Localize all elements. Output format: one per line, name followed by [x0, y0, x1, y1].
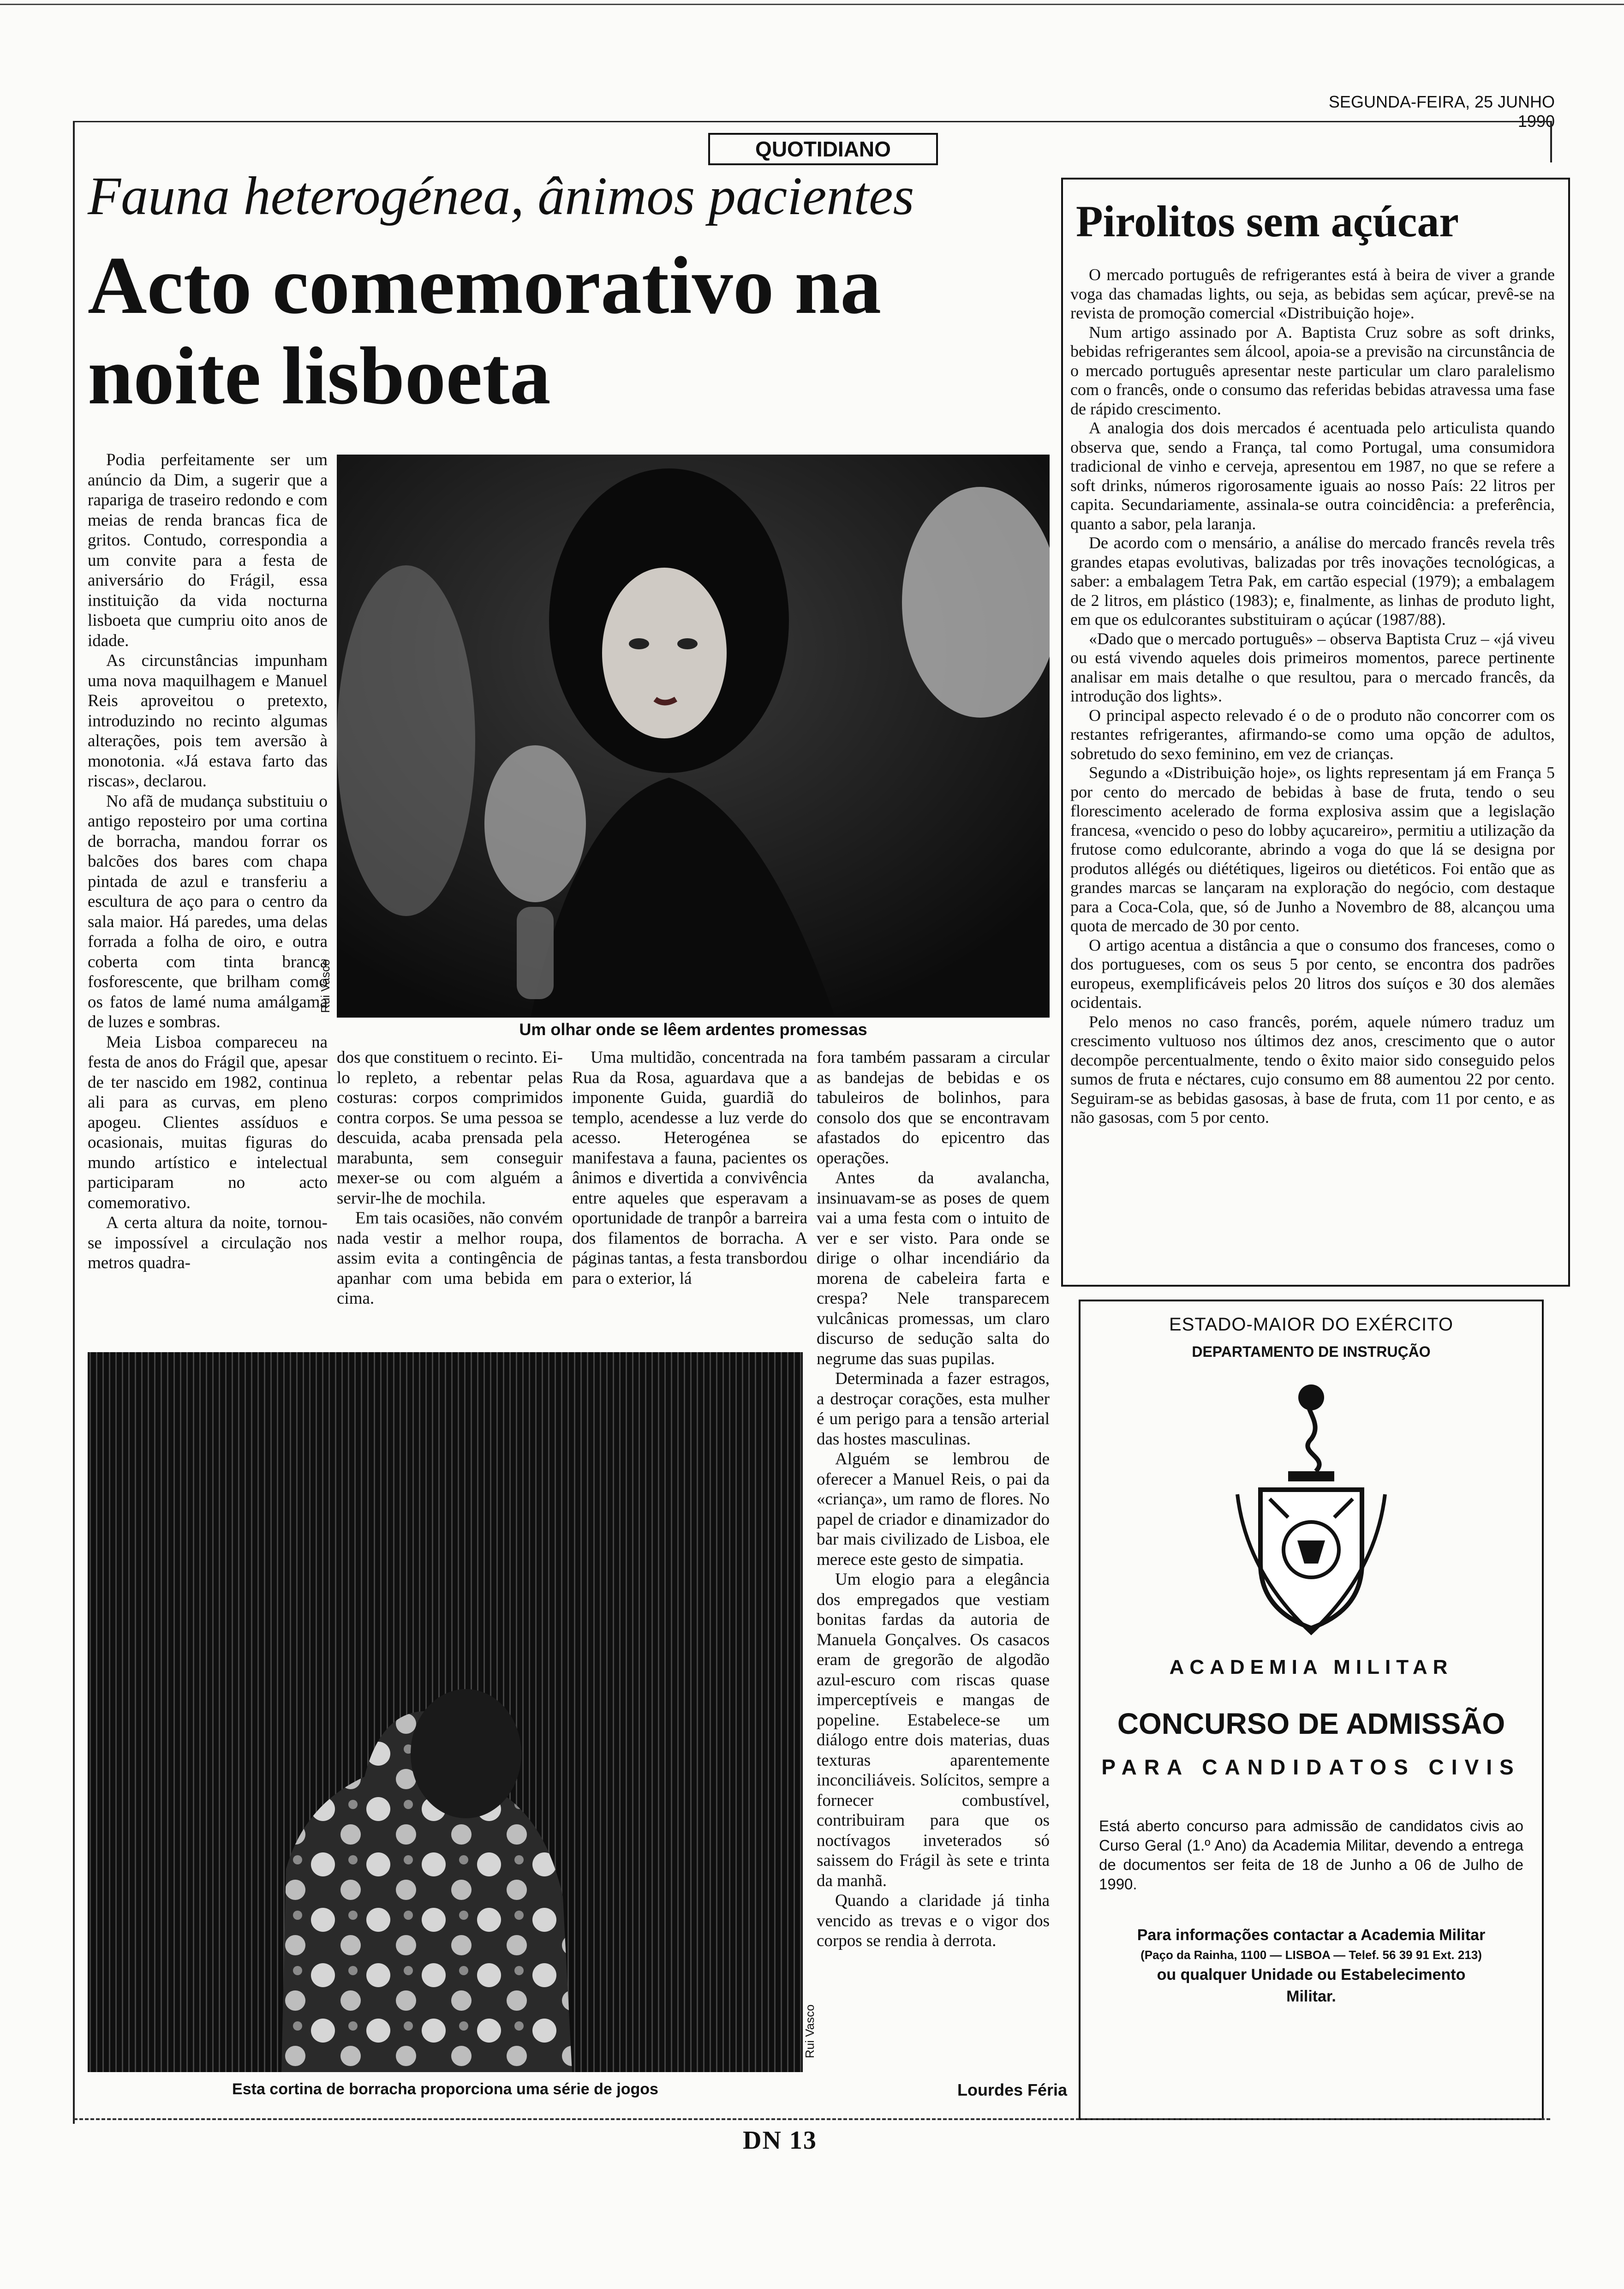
section-label: QUOTIDIANO	[708, 133, 938, 165]
paragraph: Antes da avalancha, insinuavam-se as poses de quem vai a uma festa com o intuito de ver e ser visto. Para onde se dirige o olhar incendiário da morena de cabeleira farta e crespa? Nele transparecem vulcânicas promessas, um claro discurso de sedução salta do negrume das suas pupilas.	[817, 1168, 1050, 1368]
article-headline: Acto comemorativo na noite lisboeta	[88, 240, 882, 421]
paragraph: As circunstâncias impunham uma nova maquilhagem e Manuel Reis aproveitou o pretexto, introduzindo no recinto algumas alterações, pois tem aversão à monotonia. «Já estava farto das riscas», declarou.	[88, 651, 328, 791]
paragraph: Determinada a fazer estragos, a destroçar corações, esta mulher é um perigo para a tensão arterial das hostes masculinas.	[817, 1369, 1050, 1449]
paragraph: No afã de mudança substituiu o antigo reposteiro por uma cortina de borracha, mandou forrar os balcões dos bares com chapa pintada de azul e transferiu a escultura de aço para o centro da sala maior. Há paredes, uma delas forrada a folha de oiro, e outra coberta com tinta branca fosforescente, que brilham como os fatos de lamé numa amálgama de luzes e sombras.	[88, 791, 328, 1031]
article-column-2	[337, 1048, 563, 1309]
paragraph: «Dado que o mercado português» – observa Baptista Cruz – «já viveu ou está vivendo aqueles dois primeiros momentos, parece pertinente analisar em mais detalhe o que resultou, para o mercado francês, da introdução dos lights».	[1070, 629, 1555, 705]
ad-contact-line-1: Para informações contactar a Academia Militar	[1137, 1926, 1486, 1944]
photo-rubber-curtain-image	[88, 1352, 803, 2072]
article-kicker: Fauna heterogénea, ânimos pacientes	[88, 166, 914, 226]
left-frame-rule	[73, 121, 75, 2124]
paragraph: Podia perfeitamente ser um anúncio da Dim, a sugerir que a rapariga de traseiro redondo e com meias de renda brancas fica de gritos. Contudo, correspondia a um convite para a festa de aniversário do Frágil, essa instituição da vida nocturna lisboeta que cumpriu oito anos de idade.	[88, 450, 328, 650]
paragraph: De acordo com o mensário, a análise do mercado francês revela três grandes etapas evolutivas, balizadas por três inovações tecnológicas, a saber: a embalagem Tetra Pak, em cartão especial (1979); a embalagem de 2 litros, em plástico (1983); e, finalmente, as linhas de produto light, em que os edulcorantes substituiram o açúcar (1987/88).	[1070, 533, 1555, 629]
paragraph: Um elogio para a elegância dos empregados que vestiam bonitas fardas da autoria de Manuela Gonçalves. Os casacos eram de gregorão de algodão azul-escuro com riscas quase imperceptíveis e mangas de popeline. Estabelece-se um diálogo entre dois materias, duas texturas aparentemente inconciliáveis. Solícitos, sempre a fornecer combustível, contribuiram para que os noctívagos inveterados só saissem do Frágil às sete e trinta da manhã.	[817, 1570, 1050, 1890]
photo-credit: Rui Vasco	[318, 959, 332, 1013]
right-frame-rule	[1550, 121, 1552, 162]
article-column-1	[88, 450, 328, 1273]
coat-of-arms-icon	[1219, 1379, 1403, 1637]
ad-contact-line-4: Militar.	[1286, 1988, 1336, 2005]
paragraph: Alguém se lembrou de oferecer a Manuel Reis, o pai da «criança», um ramo de flores. No papel de criador e dinamizador do bar mais civilizado de Lisboa, ele merece este gesto de simpatia.	[817, 1450, 1050, 1569]
paragraph: Segundo a «Distribuição hoje», os lights representam já em França 5 por cento do mercado de bebidas à base de fruta, tendo o seu florescimento acelerado de forma explosiva assim que a legislação francesa, «vencido o peso do lobby açucareiro», permitiu a utilização da frutose como edulcorante, abrindo a voga do que lá se designa por produtos allégés ou diététiques, ligeiros ou dietéticos. Foi então que as grandes marcas se lançaram na exploração do negócio, com destaque para a Coca-Cola, que, só de Junho a Novembro de 88, alcançou uma quota de mercado de 30 por cento.	[1070, 763, 1555, 935]
article-byline: Lourdes Féria	[957, 2080, 1068, 2099]
paragraph: dos que constituem o recinto. Ei-lo repleto, a rebentar pelas costuras: corpos comprimidos contra corpos. Se uma pessoa se descuida, acaba prensada pela marabunta, sem conseguir mexer-se ou com alguém a servir-lhe de mochila.	[337, 1048, 563, 1208]
top-edge-rule	[0, 4, 1624, 5]
ad-contact-line-3: ou qualquer Unidade ou Estabelecimento	[1157, 1966, 1466, 1983]
paragraph: O mercado português de refrigerantes está à beira de viver a grande voga das chamadas lights, ou seja, as bebidas sem açúcar, prevê-se na revista de promoção comercial «Distribuição hoje».	[1070, 265, 1555, 322]
paragraph: Meia Lisboa compareceu na festa de anos do Frágil que, apesar de ter nascido em 1982, continua ali para as curvas, em pleno apogeu. Clientes assíduos e ocasionais, muitas figuras do mundo artístico e intelectual participaram no acto comemorativo.	[88, 1032, 328, 1212]
photo-caption: Esta cortina de borracha proporciona uma série de jogos	[232, 2080, 658, 2098]
header-rule	[74, 121, 1550, 122]
paragraph: Uma multidão, concentrada na Rua da Rosa, aguardava que a imponente Guida, guardiã do templo, acendesse a luz verde do acesso. Heterogénea se manifestava a fauna, pacientes os ânimos e divertida a convivência entre aqueles que esperavam a oportunidade de tranpôr a barreira dos filamentos de borracha. A páginas tantas, a festa transbordou para o exterior, lá	[572, 1048, 807, 1288]
paragraph: Num artigo assinado por A. Baptista Cruz sobre as soft drinks, bebidas refrigerantes sem álcool, apoia-se a previsão na circunstância de o mercado português apresentar neste particular um claro paralelismo com o francês, onde o consumo das referidas bebidas atravessa uma fase de rápido crescimento.	[1070, 323, 1555, 418]
paragraph: Em tais ocasiões, não convém nada vestir a melhor roupa, assim evita a contingência de apanhar com uma bebida em cima.	[337, 1209, 563, 1308]
paragraph: Pelo menos no caso francês, porém, aquele número traduz um crescimento vultuoso nos últimos dez anos, crescimento que o autor decompõe percentualmente, tendo o êxito maior sido conseguido pelos sumos de fruta e néctares, cujo consumo em 88 aumentou 22 por cento. Seguiram-se as bebidas gasosas, à base de fruta, com 11 por cento, e as não gasosas, com 5 por cento.	[1070, 1012, 1555, 1127]
ad-dept: DEPARTAMENTO DE INSTRUÇÃO	[1192, 1343, 1431, 1360]
sidebar-text	[1070, 265, 1555, 1127]
paragraph: fora também passaram a circular as bandejas de bebidas e os tabuleiros de bolinhos, para consolo dos que se encontravam afastados do epicentro das operações.	[817, 1048, 1050, 1168]
ad-contact-line-2: (Paço da Rainha, 1100 — LISBOA — Telef. 56 39 91 Ext. 213)	[1140, 1948, 1482, 1962]
sidebar-title: Pirolitos sem açúcar	[1076, 197, 1459, 246]
photo-credit: Rui Vasco	[803, 2004, 817, 2058]
ad-subhead: PARA CANDIDATOS CIVIS	[1101, 1755, 1521, 1779]
paragraph: Quando a claridade já tinha vencido as trevas e o vigor dos corpos se rendia à derrota.	[817, 1891, 1050, 1950]
ad-institution: ACADEMIA MILITAR	[1169, 1656, 1453, 1678]
ad-org: ESTADO-MAIOR DO EXÉRCITO	[1169, 1314, 1453, 1335]
paragraph: O artigo acentua a distância a que o consumo dos franceses, como o dos portugueses, com os seus 5 por cento, se encontra dos padrões europeus, exemplificáveis pelos 20 litros dos suíços e 30 dos alemães ocidentais.	[1070, 935, 1555, 1012]
photo-woman-portrait-image	[337, 455, 1050, 1018]
dateline: SEGUNDA-FEIRA, 25 JUNHO 1990	[1328, 92, 1555, 131]
page-folio: DN 13	[743, 2126, 817, 2155]
paragraph: A certa altura da noite, tornou-se impossível a circulação nos metros quadra-	[88, 1213, 328, 1272]
photo-caption: Um olhar onde se lêem ardentes promessas	[519, 1020, 867, 1039]
advertisement-academia-militar	[1079, 1300, 1544, 2120]
article-column-4	[817, 1048, 1050, 1951]
paragraph: A analogia dos dois mercados é acentuada pelo articulista quando observa que, sendo a França, tal como Portugal, uma consumidora tradicional de vinho e cerveja, apresentou em 1987, no que se refere a soft drinks, números rigorosamente iguais ao nosso País: 22 litros per capita. Secundariamente, assinala-se outra coincidência: a preferência, quanto a sabor, pela laranja.	[1070, 419, 1555, 533]
paragraph: O principal aspecto relevado é o de o produto não concorrer com os restantes refrigerantes, afirmando-se como uma opção de adultos, sobretudo do sexo feminino, em vez de crianças.	[1070, 706, 1555, 763]
photo-woman-portrait	[337, 455, 1050, 1018]
footer-dashed-rule	[74, 2118, 1550, 2120]
article-column-3	[572, 1048, 807, 1288]
ad-headline: CONCURSO DE ADMISSÃO	[1117, 1707, 1505, 1740]
photo-rubber-curtain	[88, 1352, 803, 2072]
ad-body: Está aberto concurso para admissão de candidatos civis ao Curso Geral (1.º Ano) da Academia Militar, devendo a entrega de documentos ser feita de 18 de Junho a 06 de Julho de 1990.	[1099, 1817, 1523, 1893]
